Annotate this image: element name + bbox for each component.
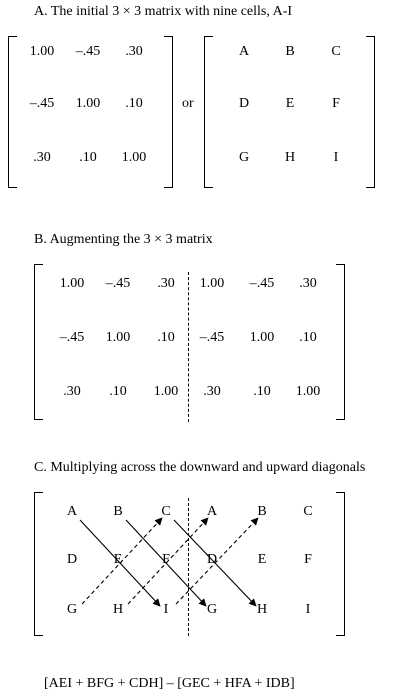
- matrix-cell: B: [285, 44, 295, 59]
- matrix-cell: 1.00: [105, 330, 131, 345]
- matrix-cell: .30: [63, 384, 81, 399]
- matrix-cell: 1.00: [121, 150, 147, 165]
- matrix-cell: I: [305, 602, 311, 617]
- matrix-cell: –.45: [105, 276, 131, 291]
- matrix-cell: 1.00: [75, 96, 101, 111]
- matrix-cell: A: [66, 504, 78, 519]
- matrix-cell: I: [163, 602, 169, 617]
- matrix-cell: D: [206, 552, 218, 567]
- matrix-cell: –.45: [29, 96, 55, 111]
- matrix-cell: 1.00: [295, 384, 321, 399]
- matrix-cell: –.45: [199, 330, 225, 345]
- matrix-cell: .30: [33, 150, 51, 165]
- matrix-cell: .10: [253, 384, 271, 399]
- matrix-cell: .10: [125, 96, 143, 111]
- matrix-cell: .30: [299, 276, 317, 291]
- section-b-heading: B. Augmenting the 3 × 3 matrix: [34, 232, 213, 247]
- matrix-cell: C: [303, 504, 313, 519]
- matrix-cell: .10: [157, 330, 175, 345]
- matrix-cell: F: [304, 552, 312, 567]
- matrix-cell: –.45: [75, 44, 101, 59]
- matrix-cell: 1.00: [199, 276, 225, 291]
- matrix-cell: –.45: [59, 330, 85, 345]
- matrix-cell: 1.00: [29, 44, 55, 59]
- matrix-cell: 1.00: [59, 276, 85, 291]
- matrix-cell: C: [331, 44, 341, 59]
- section-c-heading: C. Multiplying across the downward and upward diagonals: [34, 460, 366, 475]
- matrix-cell: D: [238, 96, 250, 111]
- matrix-cell: C: [161, 504, 171, 519]
- matrix-cell: A: [238, 44, 250, 59]
- section-a-heading: A. The initial 3 × 3 matrix with nine cells, A-I: [34, 4, 293, 19]
- matrix-cell: G: [66, 602, 78, 617]
- matrix-cell: 1.00: [153, 384, 179, 399]
- matrix-cell: F: [332, 96, 340, 111]
- matrix-cell: .30: [125, 44, 143, 59]
- matrix-cell: .10: [109, 384, 127, 399]
- matrix-cell: E: [113, 552, 123, 567]
- matrix-cell: A: [206, 504, 218, 519]
- or-label: or: [182, 96, 194, 111]
- matrix-cell: H: [112, 602, 124, 617]
- matrix-cell: H: [284, 150, 296, 165]
- matrix-cell: D: [66, 552, 78, 567]
- matrix-cell: .10: [299, 330, 317, 345]
- matrix-cell: H: [256, 602, 268, 617]
- matrix-cell: I: [333, 150, 339, 165]
- matrix-cell: F: [162, 552, 170, 567]
- matrix-cell: B: [257, 504, 267, 519]
- matrix-cell: –.45: [249, 276, 275, 291]
- matrix-cell: E: [257, 552, 267, 567]
- matrix-cell: E: [285, 96, 295, 111]
- matrix-cell: B: [113, 504, 123, 519]
- matrix-cell: .30: [203, 384, 221, 399]
- matrix-cell: .30: [157, 276, 175, 291]
- matrix-cell: 1.00: [249, 330, 275, 345]
- matrix-cell: .10: [79, 150, 97, 165]
- matrix-cell: G: [206, 602, 218, 617]
- matrix-cell: G: [238, 150, 250, 165]
- determinant-formula: [AEI + BFG + CDH] – [GEC + HFA + IDB]: [44, 676, 295, 691]
